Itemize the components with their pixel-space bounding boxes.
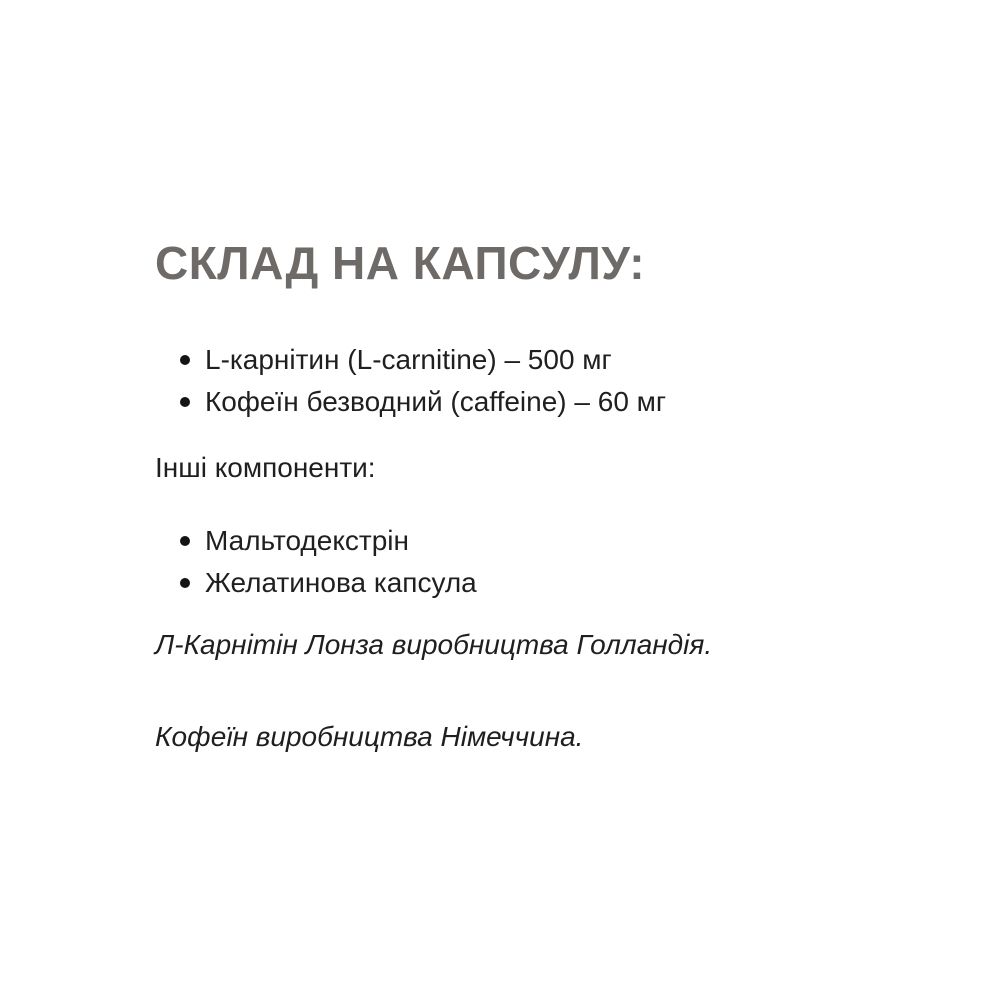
other-components-label: Інші компоненти: bbox=[155, 452, 376, 483]
list-item-maltodextrin: Мальтодекстрін bbox=[155, 520, 940, 562]
list-item-l-carnitine: L-карнітин (L-carnitine) – 500 мг bbox=[155, 339, 940, 381]
list-item-gelatin-capsule: Желатинова капсула bbox=[155, 562, 940, 604]
composition-heading: СКЛАД НА КАПСУЛУ: bbox=[155, 237, 646, 289]
origin-note-caffeine: Кофеїн виробництва Німеччина. bbox=[155, 721, 584, 752]
list-item-caffeine: Кофеїн безводний (caffeine) – 60 мг bbox=[155, 381, 940, 423]
origin-note-carnitine: Л-Карнітін Лонза виробництва Голландія. bbox=[155, 629, 713, 660]
other-components-list bbox=[155, 520, 940, 604]
active-ingredients-list bbox=[155, 339, 940, 423]
